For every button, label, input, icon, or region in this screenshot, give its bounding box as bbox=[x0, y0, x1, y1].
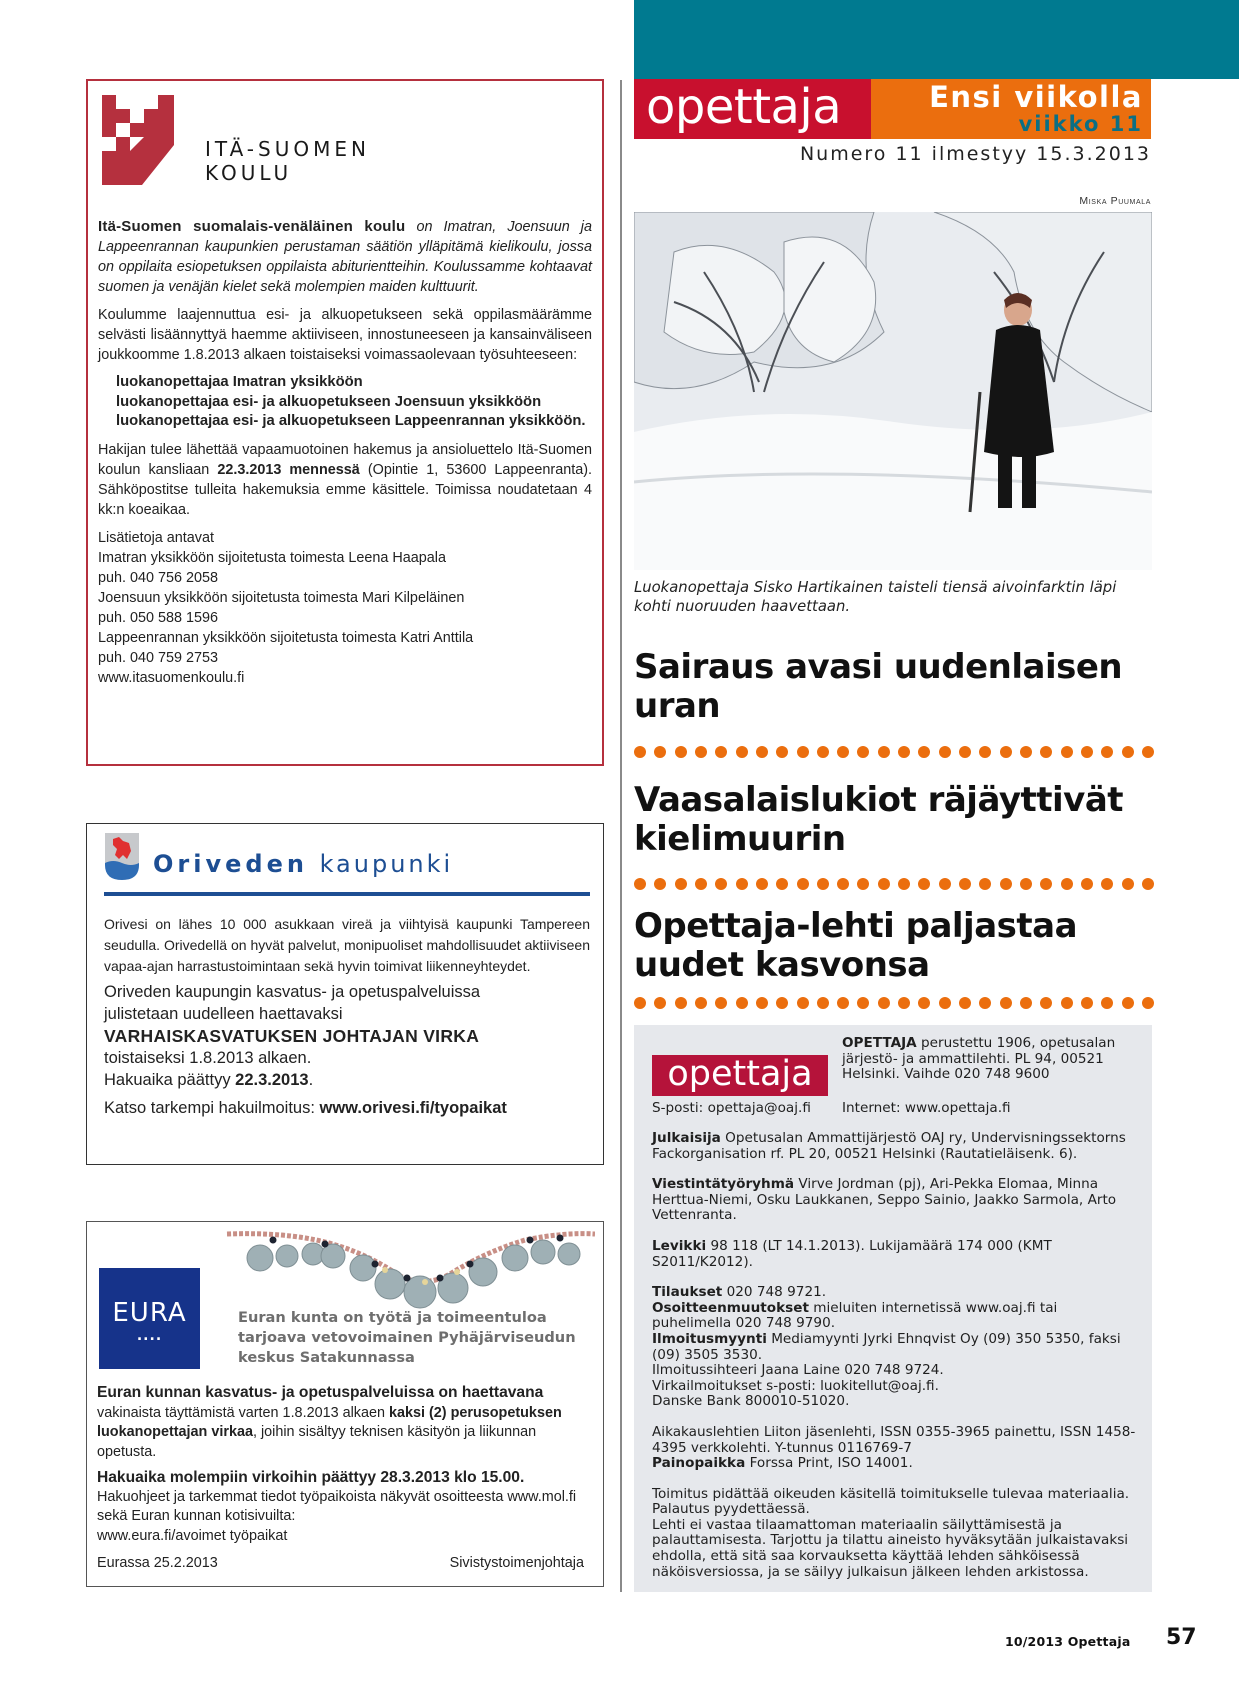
orange-dot bbox=[959, 878, 971, 890]
orange-dot bbox=[736, 878, 748, 890]
deadline-date: 22.3.2013 bbox=[235, 1071, 309, 1089]
contact-line: Joensuun yksikköön sijoitetusta toimesta Mari Kilpeläinen bbox=[98, 589, 465, 606]
publisher-label: Julkaisija bbox=[652, 1130, 721, 1146]
orange-dot bbox=[715, 746, 727, 758]
contact-phone: puh. 040 756 2058 bbox=[98, 569, 219, 586]
apply-paragraph bbox=[98, 440, 592, 520]
vacancy-block bbox=[104, 981, 590, 1091]
orange-dot bbox=[857, 878, 869, 890]
orange-dot bbox=[1142, 997, 1154, 1009]
orivesi-crest-icon bbox=[105, 833, 139, 880]
orange-dot bbox=[918, 746, 930, 758]
team-text: Virve Jordman (pj), Ari-Pekka Elomaa, Minna Herttua-Niemi, Osku Laukkanen, Seppo Sainio, Jaakko Sarmola, Arto Vettenranta. bbox=[652, 1176, 1117, 1224]
headline-2[interactable]: Vaasalaislukiot räjäyttivät kielimuurin bbox=[634, 780, 1124, 859]
contact-line: Lappeenrannan yksikköön sijoitetusta toimesta Katri Anttila bbox=[98, 629, 474, 646]
orange-dot bbox=[1061, 997, 1073, 1009]
ad-eura bbox=[86, 1221, 604, 1587]
orange-dot bbox=[675, 746, 687, 758]
orders-text: 020 748 9721. bbox=[722, 1284, 827, 1301]
contacts-heading: Lisätietoja antavat bbox=[98, 529, 215, 546]
place-date: Eurassa 25.2.2013 bbox=[97, 1555, 218, 1571]
vacancy-text: vakinaista täyttämistä varten 1.8.2013 alkaen bbox=[97, 1404, 389, 1421]
orange-dot bbox=[817, 878, 829, 890]
contact-line: Imatran yksikköön sijoitetusta toimesta Leena Haapala bbox=[98, 549, 446, 566]
wordmark-light: kaupunki bbox=[319, 850, 454, 878]
title-rule bbox=[104, 892, 590, 896]
deadline-line: Hakuaika molempiin virkoihin päättyy 28.3.2013 klo 15.00. bbox=[97, 1469, 525, 1486]
orange-dot bbox=[817, 997, 829, 1009]
job-ads-email: Virkailmoitukset s-posti: luokitellut@oaj.fi. bbox=[652, 1377, 939, 1394]
orange-dot bbox=[1040, 878, 1052, 890]
opettaja-logo: opettaja bbox=[652, 1055, 828, 1096]
eura-logo-dots: .... bbox=[136, 1328, 163, 1344]
ad-oriveden-kaupunki bbox=[86, 823, 604, 1165]
orange-dot bbox=[1020, 997, 1032, 1009]
orange-dot bbox=[959, 746, 971, 758]
disclaimer-2: Lehti ei vastaa tilaamattoman materiaalin säilyttämisestä ja palauttamisesta. Tarjottu ja tilattu aineisto hyväksytään julkaistavaksi ehdolla, että sitä saa korvauksetta käyttää lehden sähköisessä näköisversiossa, ja se säilyy julkaisun jälkeen lehden arkistossa. bbox=[652, 1516, 1129, 1580]
signature-row bbox=[97, 1554, 592, 1574]
eura-logo-text: EURA bbox=[112, 1298, 187, 1328]
orange-dot bbox=[837, 878, 849, 890]
orange-dot bbox=[634, 878, 646, 890]
orange-dot bbox=[695, 997, 707, 1009]
headline-3[interactable]: Opettaja-lehti paljastaa uudet kasvonsa bbox=[634, 906, 1078, 985]
orange-dot bbox=[776, 878, 788, 890]
orange-dot bbox=[979, 997, 991, 1009]
snowy-forest-image bbox=[634, 212, 1152, 570]
deadline-line bbox=[104, 1069, 590, 1091]
jobs-link[interactable]: www.orivesi.fi/tyopaikat bbox=[319, 1099, 507, 1117]
circulation-text: 98 118 (LT 14.1.2013). Lukijamäärä 174 000 (KMT S2011/K2012). bbox=[652, 1237, 1052, 1270]
ita-suomen-koulu-wordmark bbox=[205, 137, 370, 185]
orivesi-wordmark bbox=[153, 850, 453, 878]
photo-caption: Luokanopettaja Sisko Hartikainen taisteli tiensä aivoinfarktin läpi kohti nuoruuden haavettaan. bbox=[634, 579, 1117, 615]
orange-dot bbox=[878, 878, 890, 890]
orange-dot bbox=[654, 746, 666, 758]
orange-dot bbox=[715, 997, 727, 1009]
ad-body bbox=[97, 1383, 592, 1574]
next-week-title: Ensi viikolla bbox=[929, 80, 1143, 114]
vacancy-positions: kaksi (2) perusopetuksen luokanopettajan virkaa bbox=[97, 1404, 562, 1440]
orange-dot bbox=[797, 746, 809, 758]
orange-dot bbox=[1040, 746, 1052, 758]
winter-photo bbox=[634, 212, 1152, 570]
vacancy-start: toistaiseksi 1.8.2013 alkaen. bbox=[104, 1049, 312, 1067]
deadline-label: Hakuaika päättyy bbox=[104, 1071, 236, 1089]
address-change-label: Osoitteenmuutokset bbox=[652, 1299, 809, 1316]
orange-dot bbox=[634, 997, 646, 1009]
bank-account: Danske Bank 800010-51020. bbox=[652, 1393, 850, 1410]
vacancy-line: julistetaan uudelleen haettavaksi bbox=[104, 1005, 343, 1023]
contact-phone: puh. 040 759 2753 bbox=[98, 649, 219, 666]
orange-dot bbox=[1081, 997, 1093, 1009]
orange-dot bbox=[898, 746, 910, 758]
orange-dot bbox=[878, 997, 890, 1009]
publication-details: perustettu 1906, opetusalan järjestö- ja ammattilehti. PL 94, 00521 Helsinki. Vaihde 020 748 9600 bbox=[842, 1035, 1116, 1083]
orange-dot bbox=[1061, 746, 1073, 758]
next-week-banner bbox=[871, 79, 1151, 139]
orange-dot bbox=[857, 997, 869, 1009]
orange-dot bbox=[959, 997, 971, 1009]
editorial-team bbox=[652, 1177, 1140, 1224]
orange-dot bbox=[1061, 878, 1073, 890]
school-name: Itä-Suomen suomalais-venäläinen koulu bbox=[98, 218, 406, 235]
eura-tagline: Euran kunta on työtä ja toimeentuloa tarjoava vetovoimainen Pyhäjärviseudun keskus Satakunnassa bbox=[238, 1309, 576, 1366]
orange-dot bbox=[797, 997, 809, 1009]
orange-dot bbox=[797, 878, 809, 890]
eura-logo bbox=[99, 1268, 200, 1369]
expansion-paragraph: Koulumme laajennuttua esi- ja alkuopetukseen sekä oppilasmäärämme selvästi lisäännyttyä haemme aktiiviseen, innostuneeseen ja kansainväliseen joukkoomme 1.8.2013 alkaen toistaiseksi voimassaolevaan työsuhteeseen: bbox=[98, 307, 592, 363]
position-item: luokanopettajaa esi- ja alkuopetukseen Joensuun yksikköön bbox=[116, 393, 542, 410]
vacancy-line: Oriveden kaupungin kasvatus- ja opetuspalveluissa bbox=[104, 983, 481, 1001]
orange-dot bbox=[898, 878, 910, 890]
orange-dot bbox=[756, 997, 768, 1009]
logo-line-2: KOULU bbox=[205, 161, 293, 185]
email-contact[interactable]: S-posti: opettaja@oaj.fi bbox=[652, 1100, 811, 1116]
circulation-label: Levikki bbox=[652, 1237, 707, 1254]
orange-dot-divider bbox=[634, 746, 1154, 760]
deadline-period: . bbox=[308, 1071, 314, 1089]
orange-dot bbox=[695, 746, 707, 758]
orange-dot bbox=[837, 746, 849, 758]
headline-1[interactable]: Sairaus avasi uudenlaisen uran bbox=[634, 647, 1123, 726]
orange-dot bbox=[979, 746, 991, 758]
team-label: Viestintätyöryhmä bbox=[652, 1176, 795, 1193]
position-item: luokanopettajaa Imatran yksikköön bbox=[116, 374, 363, 390]
orange-dot bbox=[817, 746, 829, 758]
orange-dot bbox=[715, 878, 727, 890]
orange-dot-divider bbox=[634, 997, 1154, 1011]
week-number: viikko 11 bbox=[1018, 112, 1143, 136]
orange-dot bbox=[634, 746, 646, 758]
intro-text: on Imatran, Joensuun ja Lappeenrannan kaupunkien perustaman säätiön ylläpitämä kielikoulu, jossa on oppilaita esiopetuksen oppilaista abiturientteihin. Koulussamme kohtaavat suomen ja venäjän kielet sekä molempien maiden kulttuurit. bbox=[98, 219, 592, 295]
orange-dot bbox=[776, 997, 788, 1009]
printer-label: Painopaikka bbox=[652, 1455, 746, 1472]
ad-body bbox=[104, 914, 590, 1118]
apply-text-end: (Opintie 1, 53600 Lappeenranta). Sähköpostitse tulleita hakemuksia emme käsittele. Toimissa noudatetaan 4 kk:n koeaikaa. bbox=[98, 461, 592, 518]
contact-info bbox=[652, 1285, 1140, 1410]
orange-dot bbox=[939, 746, 951, 758]
orange-dot bbox=[1122, 878, 1134, 890]
address-change-text: mieluiten internetissä www.oaj.fi tai puhelimella 020 748 9790. bbox=[652, 1299, 1058, 1332]
circulation-info bbox=[652, 1239, 1140, 1270]
more-info-line bbox=[104, 1099, 590, 1118]
position-title: VARHAISKASVATUKSEN JOHTAJAN VIRKA bbox=[104, 1026, 480, 1046]
orange-dot bbox=[1122, 997, 1134, 1009]
necklace-coins-image bbox=[225, 1226, 595, 1310]
vacancy-paragraph bbox=[97, 1383, 592, 1462]
vacancy-lead: Euran kunnan kasvatus- ja opetuspalveluissa on haettavana bbox=[97, 1384, 544, 1401]
orange-dot-divider bbox=[634, 878, 1154, 892]
issn-text: Aikakauslehtien Liiton jäsenlehti, ISSN 0355-3965 painettu, ISSN 1458-4395 verkkolehti. Y-tunnus 0116769-7 bbox=[652, 1423, 1136, 1456]
masthead-details bbox=[652, 1131, 1140, 1595]
orange-dot bbox=[939, 997, 951, 1009]
ad-sales-label: Ilmoitusmyynti bbox=[652, 1330, 767, 1347]
opettaja-brand: opettaja bbox=[634, 79, 871, 139]
signer-title: Sivistystoimenjohtaja bbox=[449, 1555, 584, 1571]
apply-text: Hakijan tulee lähettää vapaamuotoinen hakemus ja ansioluettelo Itä-Suomen koulun kansliaan bbox=[98, 441, 592, 478]
publication-info bbox=[842, 1036, 1142, 1083]
orange-dot bbox=[1000, 997, 1012, 1009]
website-link[interactable]: www.itasuomenkoulu.fi bbox=[98, 669, 245, 686]
orange-dot bbox=[675, 878, 687, 890]
apply-deadline: 22.3.2013 mennessä bbox=[217, 461, 360, 478]
orange-dot bbox=[1040, 997, 1052, 1009]
orange-dot bbox=[1122, 746, 1134, 758]
more-info-label: Katso tarkempi hakuilmoitus: bbox=[104, 1099, 320, 1117]
orange-dot bbox=[898, 997, 910, 1009]
info-text: Hakuohjeet ja tarkemmat tiedot työpaikoista näkyvät osoitteesta www.mol.fi sekä Euran kunnan kotisivuilta: bbox=[97, 1488, 577, 1524]
orange-dot bbox=[837, 997, 849, 1009]
orange-dot bbox=[776, 746, 788, 758]
orange-dot bbox=[1000, 878, 1012, 890]
page-number: 57 bbox=[1166, 1625, 1197, 1650]
photo-credit: Miska Puumala bbox=[1079, 195, 1151, 207]
orange-dot bbox=[675, 997, 687, 1009]
issue-footer: 10/2013 Opettaja bbox=[1005, 1634, 1131, 1649]
teal-header-bar bbox=[634, 0, 1239, 79]
ad-sales-text: Mediamyynti Jyrki Ehnqvist Oy (09) 350 5350, faksi (09) 3505 3530. bbox=[652, 1330, 1121, 1363]
orange-dot bbox=[979, 878, 991, 890]
position-item: luokanopettajaa esi- ja alkuopetukseen Lappeenrannan yksikköön. bbox=[116, 413, 586, 429]
contacts-block bbox=[98, 528, 592, 688]
orange-dot bbox=[1101, 746, 1113, 758]
orange-dot bbox=[1000, 746, 1012, 758]
orange-dot bbox=[1081, 878, 1093, 890]
intro-paragraph bbox=[98, 217, 592, 297]
orange-dot bbox=[654, 997, 666, 1009]
orders-label: Tilaukset bbox=[652, 1284, 723, 1301]
orange-dot bbox=[878, 746, 890, 758]
application-paragraph bbox=[97, 1468, 592, 1546]
ad-body bbox=[98, 217, 592, 688]
orange-dot bbox=[1020, 746, 1032, 758]
printer-text: Forssa Print, ISO 14001. bbox=[745, 1455, 913, 1472]
publisher-text: Opetusalan Ammattijärjestö OAJ ry, Undervisningssektorns Fackorganisation rf. PL 20, 00521 Helsinki (Rautatieläisenk. 6). bbox=[652, 1130, 1126, 1162]
column-divider bbox=[620, 80, 622, 1592]
orange-dot bbox=[756, 746, 768, 758]
website-contact[interactable]: Internet: www.opettaja.fi bbox=[842, 1100, 1011, 1116]
masthead-info-box bbox=[634, 1025, 1152, 1592]
orange-dot bbox=[939, 878, 951, 890]
orange-dot bbox=[736, 746, 748, 758]
issn-info bbox=[652, 1425, 1140, 1472]
orange-dot bbox=[1101, 878, 1113, 890]
orange-dot bbox=[736, 997, 748, 1009]
publication-name: OPETTAJA bbox=[842, 1035, 917, 1051]
orange-dot bbox=[1142, 746, 1154, 758]
orange-dot bbox=[857, 746, 869, 758]
orange-dot bbox=[1101, 997, 1113, 1009]
issue-date-line: Numero 11 ilmestyy 15.3.2013 bbox=[799, 143, 1151, 165]
orange-dot bbox=[918, 997, 930, 1009]
wordmark-bold: Oriveden bbox=[153, 850, 308, 878]
positions-list bbox=[98, 373, 592, 432]
eura-jobs-link[interactable]: www.eura.fi/avoimet työpaikat bbox=[97, 1527, 288, 1544]
orange-dot bbox=[918, 878, 930, 890]
logo-line-1: ITÄ-SUOMEN bbox=[205, 137, 370, 161]
publisher-info bbox=[652, 1131, 1140, 1162]
ita-suomen-koulu-logo-icon bbox=[102, 95, 174, 185]
orange-dot bbox=[756, 878, 768, 890]
contact-phone: puh. 050 588 1596 bbox=[98, 609, 219, 626]
disclaimer-1: Toimitus pidättää oikeuden käsitellä toimitukselle tulevaa materiaalia. Palautus pyydettäessä. bbox=[652, 1485, 1130, 1518]
ad-secretary: Ilmoitussihteeri Jaana Laine 020 748 9724. bbox=[652, 1362, 944, 1379]
vacancy-text-end: , joihin sisältyy teknisen käsityön ja liikunnan opetusta. bbox=[97, 1424, 537, 1460]
ad-ita-suomen-koulu bbox=[86, 79, 604, 766]
orange-dot bbox=[1020, 878, 1032, 890]
orange-dot bbox=[1142, 878, 1154, 890]
orange-dot bbox=[695, 878, 707, 890]
intro-paragraph: Orivesi on lähes 10 000 asukkaan vireä ja viihtyisä kaupunki Tampereen seudulla. Orivedellä on hyvät palvelut, monipuoliset mahdollisuudet aktiiviseen vapaa-ajan harrastustoimintaan sekä hyvin toimivat liikenneyhteydet. bbox=[104, 916, 590, 974]
disclaimer bbox=[652, 1487, 1140, 1581]
orange-dot bbox=[1081, 746, 1093, 758]
orange-dot bbox=[654, 878, 666, 890]
